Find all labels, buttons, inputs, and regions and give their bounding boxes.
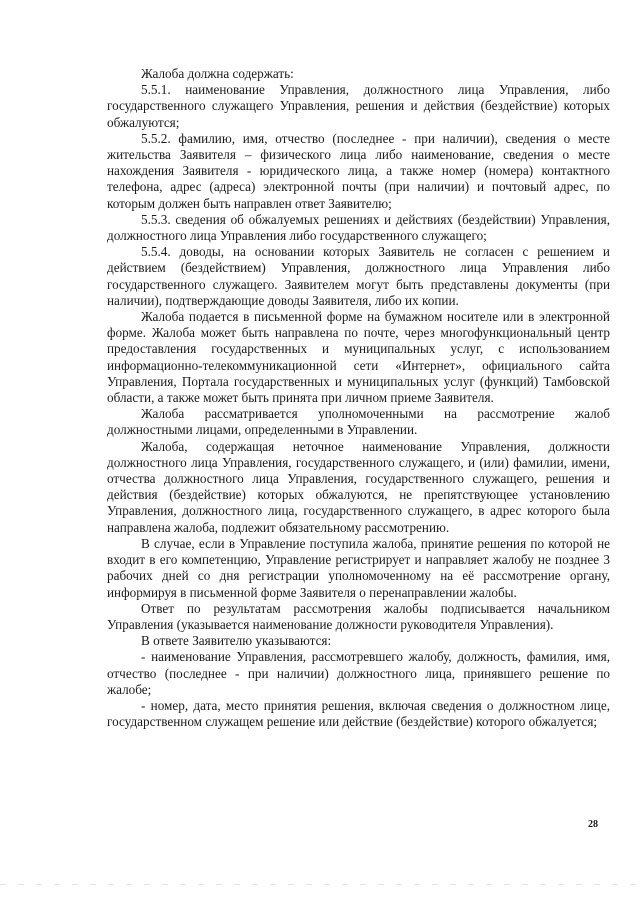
footer-divider	[0, 884, 640, 885]
paragraph-redirect: В случае, если в Управление поступила жалоба, принятие решения по которой не входит в его компетенцию, Управление регистрирует и направляет жалобу не позднее 3 рабочих дней со дня регистрации уполномоченному на её рассмотрение органу, информируя в письменной форме Заявителя о перенаправлении жалобы.	[107, 535, 610, 600]
paragraph-response-contents: В ответе Заявителю указываются:	[141, 633, 332, 649]
list-item: - номер, дата, место принятия решения, включая сведения о должностном лице, государственном служащем решение или действие (бездействие) которого обжалуется;	[107, 697, 610, 730]
paragraph-5-5-2: 5.5.2. фамилию, имя, отчество (последнее - при наличии), сведения о месте жительства Заявителя – физического лица либо наименование, сведения о месте нахождения Заявителя - юридического лица, а также номер (номера) контактного телефона, адрес (адреса) электронной почты (при наличии) и почтовый адрес, по которым должен быть направлен ответ Заявителю;	[107, 130, 610, 211]
paragraph-review: Жалоба рассматривается уполномоченными на рассмотрение жалоб должностными лицами, определенными в Управлении.	[107, 406, 610, 438]
page-number: 28	[588, 819, 598, 830]
list-item: - наименование Управления, рассмотревшего жалобу, должность, фамилия, имя, отчество (последнее - при наличии) должностного лица, принявшего решение по жалобе;	[107, 649, 610, 697]
paragraph-submission: Жалоба подается в письменной форме на бумажном носителе или в электронной форме. Жалоба может быть направлена по почте, через многофункциональный центр предоставления государственных и муниципальных услуг, с использованием информационно-телекоммуникационной сети «Интернет», официального сайта Управления, Портала государственных и муниципальных услуг (функций) Тамбовской области, а также может быть принята при личном приеме Заявителя.	[107, 309, 610, 406]
paragraph-response-signed: Ответ по результатам рассмотрения жалобы подписывается начальником Управления (указывается наименование должности руководителя Управления).	[107, 600, 610, 632]
document-page	[107, 66, 610, 730]
paragraph-intro: Жалоба должна содержать:	[141, 66, 294, 81]
paragraph-inaccurate: Жалоба, содержащая неточное наименование Управления, должности должностного лица Управления, государственного служащего, и (или) фамилии, имени, отчества должностного лица Управления, государственного служащего, решения и действия (бездействие) которых обжалуются, не препятствующее установлению Управления, должностного лица, государственного служащего, в адрес которого была направлена жалоба, подлежит обязательному рассмотрению.	[107, 438, 610, 535]
paragraph-5-5-4: 5.5.4. доводы, на основании которых Заявитель не согласен с решением и действием (бездействием) Управления, должностного лица Управления либо государственного служащего. Заявителем могут быть представлены документы (при наличии), подтверждающие доводы Заявителя, либо их копии.	[107, 244, 610, 308]
paragraph-5-5-1: 5.5.1. наименование Управления, должностного лица Управления, либо государственного служащего Управления, решения и действия (бездействие) которых обжалуются;	[107, 82, 610, 130]
paragraph-5-5-3: 5.5.3. сведения об обжалуемых решениях и действиях (бездействии) Управления, должностного лица Управления либо государственного служащего;	[107, 211, 610, 244]
